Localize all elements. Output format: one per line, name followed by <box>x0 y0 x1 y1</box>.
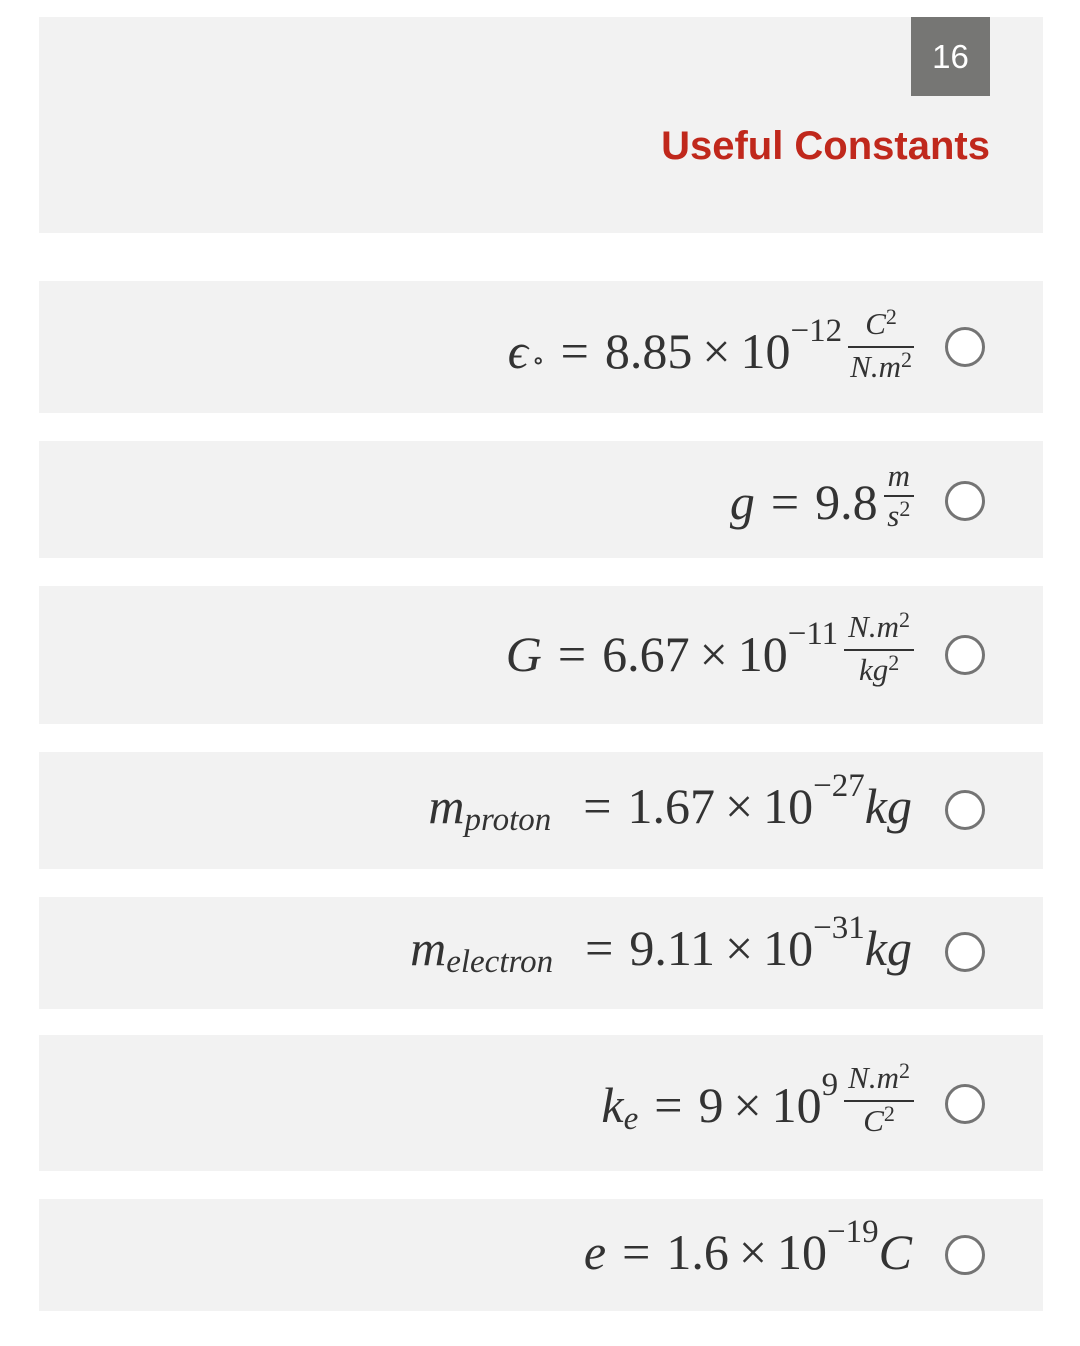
exponent: −12 <box>790 312 843 349</box>
radio-button[interactable] <box>945 327 985 367</box>
radio-button[interactable] <box>945 635 985 675</box>
question-number-badge: 16 <box>911 17 990 96</box>
unit-denominator-exponent: 2 <box>901 347 912 372</box>
unit-fraction <box>846 1058 912 1141</box>
unit-numerator: C <box>865 306 886 341</box>
base: 10 <box>737 626 788 682</box>
exponent: 9 <box>821 1066 839 1103</box>
symbol-subscript: e <box>623 1100 639 1137</box>
unit-denominator-exponent: 2 <box>899 496 911 521</box>
unit: kg <box>864 778 912 834</box>
times-sign: × <box>724 920 754 976</box>
unit-numerator: N.m <box>848 609 899 644</box>
mantissa: 9 <box>698 1077 724 1133</box>
symbol: G <box>505 626 542 682</box>
unit-denominator: kg <box>858 652 889 687</box>
mantissa: 1.6 <box>666 1224 729 1280</box>
radio-button[interactable] <box>945 1084 985 1124</box>
mantissa: 8.85 <box>604 323 693 379</box>
equals-sign: = <box>585 920 614 976</box>
symbol: m <box>428 778 465 834</box>
unit-denominator: C <box>863 1103 884 1138</box>
base: 10 <box>740 323 791 379</box>
equals-sign: = <box>560 323 589 379</box>
equals-sign: = <box>654 1077 683 1133</box>
times-sign: × <box>733 1077 762 1133</box>
option-equation <box>729 458 912 540</box>
times-sign: × <box>699 626 728 682</box>
times-sign: × <box>724 778 754 834</box>
radio-button[interactable] <box>945 790 985 830</box>
unit: C <box>878 1224 912 1280</box>
unit-denominator-exponent: 2 <box>883 1101 895 1126</box>
unit-numerator-exponent: 2 <box>899 1058 910 1083</box>
unit-numerator: m <box>887 458 910 493</box>
exponent: −31 <box>813 909 865 946</box>
option-gravitational-constant[interactable] <box>39 586 1043 724</box>
mantissa: 9.11 <box>629 920 715 976</box>
symbol: m <box>410 920 447 976</box>
times-sign: × <box>702 323 731 379</box>
mantissa: 6.67 <box>602 626 690 682</box>
radio-button[interactable] <box>945 1235 985 1275</box>
unit-numerator-exponent: 2 <box>885 304 897 329</box>
base: 10 <box>763 778 814 834</box>
unit-fraction <box>850 304 912 387</box>
times-sign: × <box>738 1224 768 1280</box>
symbol-subscript: electron <box>446 943 554 980</box>
option-equation <box>505 607 912 694</box>
option-g[interactable] <box>39 441 1043 558</box>
symbol: e <box>583 1224 607 1280</box>
symbol-subscript: proton <box>464 801 552 838</box>
symbol-subscript: ∘ <box>531 346 545 375</box>
unit-numerator-exponent: 2 <box>899 607 910 632</box>
unit-denominator: s <box>887 498 900 533</box>
exponent: −27 <box>813 767 865 804</box>
option-equation <box>410 909 912 980</box>
unit-denominator: N.m <box>850 349 901 384</box>
option-coulomb-constant[interactable] <box>39 1035 1043 1171</box>
equals-sign: = <box>622 1224 651 1280</box>
question-title: Useful Constants <box>661 124 990 168</box>
option-elementary-charge[interactable] <box>39 1199 1043 1311</box>
base: 10 <box>763 920 814 976</box>
symbol: ϵ <box>507 323 528 379</box>
symbol: k <box>601 1077 624 1133</box>
unit-numerator: N.m <box>848 1060 899 1095</box>
equals-sign: = <box>770 473 800 530</box>
equals-sign: = <box>583 778 612 834</box>
unit: kg <box>864 920 912 976</box>
option-equation <box>583 1213 912 1281</box>
option-equation <box>507 304 912 391</box>
exponent: −11 <box>787 615 839 652</box>
mantissa: 1.67 <box>627 778 715 834</box>
option-electron-mass[interactable] <box>39 897 1043 1009</box>
option-epsilon-naught[interactable] <box>39 281 1043 413</box>
equals-sign: = <box>557 626 587 682</box>
option-equation <box>428 767 912 838</box>
mantissa: 9.8 <box>815 473 878 530</box>
base: 10 <box>777 1224 828 1280</box>
base: 10 <box>771 1077 822 1133</box>
radio-button[interactable] <box>945 932 985 972</box>
option-proton-mass[interactable] <box>39 752 1043 869</box>
exponent: −19 <box>827 1213 879 1250</box>
unit-fraction <box>846 607 912 690</box>
unit-fraction <box>886 459 912 536</box>
symbol: g <box>729 473 755 530</box>
radio-button[interactable] <box>945 481 985 521</box>
unit-denominator-exponent: 2 <box>888 650 900 675</box>
option-equation <box>601 1058 912 1145</box>
